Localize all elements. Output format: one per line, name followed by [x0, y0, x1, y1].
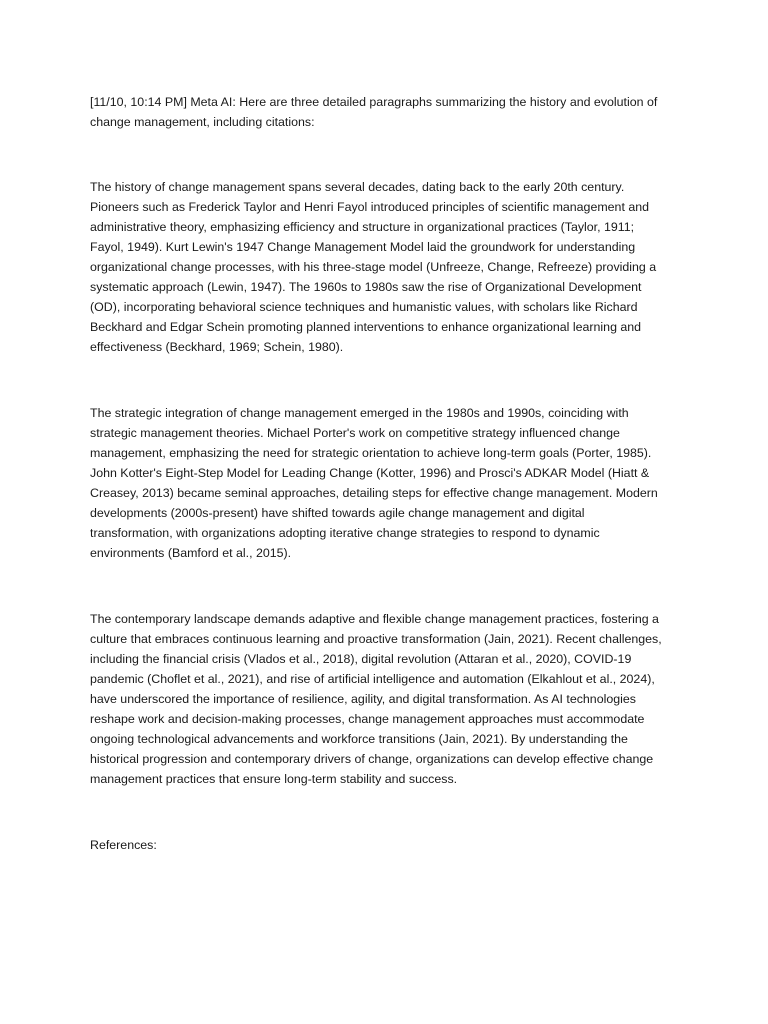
paragraph-line: organizational change processes, with his three-stage model (Unfreeze, Change, Refreeze) providing a — [90, 260, 657, 274]
paragraph-line: (OD), incorporating behavioral science techniques and humanistic values, with scholars like Richard — [90, 300, 638, 314]
paragraph-line: including the financial crisis (Vlados et al., 2018), digital revolution (Attaran et al., 2020), COVID-19 — [90, 652, 632, 666]
paragraph-line: have underscored the importance of resilience, agility, and digital transformation. As AI technologies — [90, 692, 636, 706]
paragraph-line: management practices that ensure long-term stability and success. — [90, 772, 458, 786]
paragraph-line: pandemic (Choflet et al., 2021), and rise of artificial intelligence and automation (Elkahlout et al., 2024), — [90, 672, 655, 686]
paragraph-line: management, emphasizing the need for strategic orientation to achieve long-term goals (Porter, 1985). — [90, 446, 652, 460]
strategic-integration-paragraph — [90, 403, 690, 563]
paragraph-line: Fayol, 1949). Kurt Lewin's 1947 Change Management Model laid the groundwork for understanding — [90, 240, 636, 254]
intro-line: change management, including citations: — [90, 115, 315, 129]
paragraph-line: transformation, with organizations adopting iterative change strategies to respond to dynamic — [90, 526, 600, 540]
paragraph-line: Beckhard and Edgar Schein promoting planned interventions to enhance organizational learning and — [90, 320, 642, 334]
paragraph-line: strategic management theories. Michael Porter's work on competitive strategy influenced change — [90, 426, 620, 440]
contemporary-landscape-paragraph — [90, 609, 690, 789]
paragraph-line: ongoing technological advancements and workforce transitions (Jain, 2021). By understanding the — [90, 732, 628, 746]
references-label: References: — [90, 838, 157, 852]
history-paragraph — [90, 177, 690, 357]
paragraph-line: The strategic integration of change management emerged in the 1980s and 1990s, coinciding with — [90, 406, 629, 420]
paragraph-line: effectiveness (Beckhard, 1969; Schein, 1980). — [90, 340, 344, 354]
paragraph-line: Pioneers such as Frederick Taylor and Henri Fayol introduced principles of scientific management and — [90, 200, 650, 214]
paragraph-line: environments (Bamford et al., 2015). — [90, 546, 292, 560]
paragraph-line: developments (2000s-present) have shifted towards agile change management and digital — [90, 506, 585, 520]
paragraph-line: The contemporary landscape demands adaptive and flexible change management practices, fostering a — [90, 612, 659, 626]
intro-line: [11/10, 10:14 PM] Meta AI: Here are three detailed paragraphs summarizing the history and evolution of — [90, 95, 658, 109]
paragraph-line: systematic approach (Lewin, 1947). The 1960s to 1980s saw the rise of Organizational Development — [90, 280, 642, 294]
paragraph-line: The history of change management spans several decades, dating back to the early 20th century. — [90, 180, 625, 194]
paragraph-line: administrative theory, emphasizing efficiency and structure in organizational practices (Taylor, 1911; — [90, 220, 635, 234]
references-heading — [90, 835, 690, 855]
paragraph-line: historical progression and contemporary drivers of change, organizations can develop effective change — [90, 752, 654, 766]
intro-paragraph — [90, 92, 690, 132]
paragraph-line: John Kotter's Eight-Step Model for Leading Change (Kotter, 1996) and Prosci's ADKAR Model (Hiatt & — [90, 466, 650, 480]
paragraph-line: culture that embraces continuous learning and proactive transformation (Jain, 2021). Recent challenges, — [90, 632, 662, 646]
paragraph-line: Creasey, 2013) became seminal approaches, detailing steps for effective change management. Modern — [90, 486, 658, 500]
paragraph-line: reshape work and decision-making processes, change management approaches must accommodate — [90, 712, 645, 726]
